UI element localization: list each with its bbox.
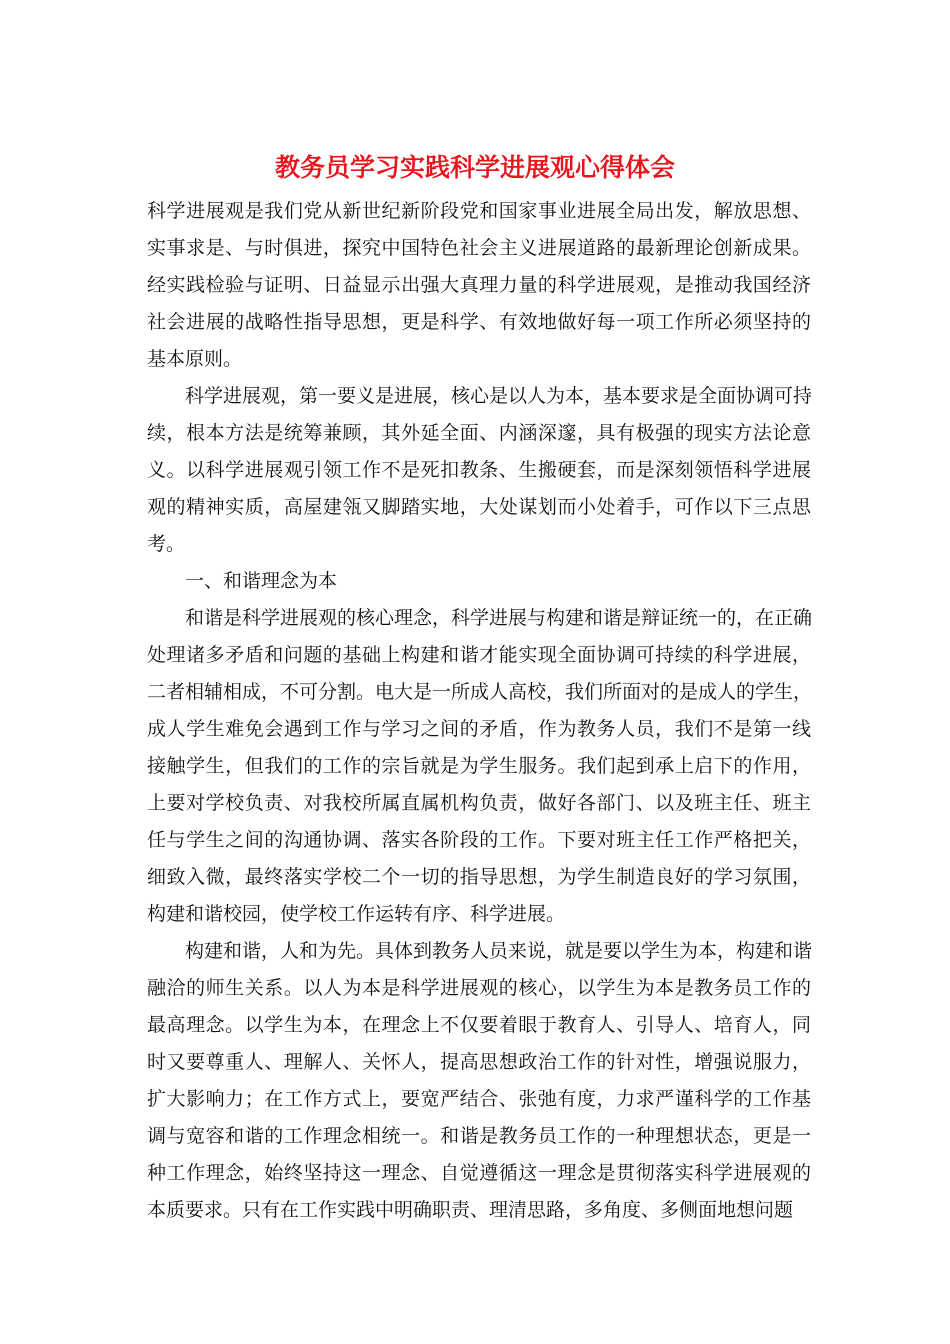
text-line: 科学进展观，第一要义是进展，核心是以人为本，基本要求是全面协调可持 [185,385,813,407]
paragraph [147,600,811,933]
text-line: 扩大影响力；在工作方式上，要宽严结合、张弛有度，力求严谨科学的工作基 [147,1088,811,1110]
text-line: 本质要求。只有在工作实践中明确职责、理清思路，多角度、多侧面地想问题 [147,1199,794,1221]
document-title: 教务员学习实践科学进展观心得体会 [274,153,675,182]
text-line: 科学进展观是我们党从新世纪新阶段党和国家事业进展全局出发，解放思想、 [147,200,811,222]
text-line: 基本原则。 [147,348,243,370]
document-body [147,193,811,1229]
text-line: 二者相辅相成，不可分割。电大是一所成人高校，我们所面对的是成人的学生， [147,681,813,703]
paragraph [147,378,811,563]
text-line: 种工作理念，始终坚持这一理念、自觉遵循这一理念是贯彻落实科学进展观的 [147,1162,811,1184]
text-line: 考。 [147,533,186,555]
text-line: 和谐是科学进展观的核心理念，科学进展与构建和谐是辩证统一的，在正确 [185,607,813,629]
paragraph [147,193,811,378]
text-line: 调与宽容和谐的工作理念相统一。和谐是教务员工作的一种理想状态，更是一 [147,1125,811,1147]
text-line: 处理诸多矛盾和问题的基础上构建和谐才能实现全面协调可持续的科学进展， [147,644,811,666]
text-line: 时又要尊重人、理解人、关怀人，提高思想政治工作的针对性，增强说服力， [147,1051,811,1073]
text-line: 任与学生之间的沟通协调、落实各阶段的工作。下要对班主任工作严格把关， [147,829,811,851]
text-line: 接触学生，但我们的工作的宗旨就是为学生服务。我们起到承上启下的作用， [147,755,811,777]
text-line: 构建和谐校园，使学校工作运转有序、科学进展。 [147,903,566,925]
paragraph [147,563,811,600]
text-line: 观的精神实质，高屋建瓴又脚踏实地，大处谋划而小处着手，可作以下三点思 [147,496,811,518]
text-line: 续，根本方法是统筹兼顾，其外延全面、内涵深邃，具有极强的现实方法论意 [147,422,811,444]
text-line: 义。以科学进展观引领工作不是死扣教条、生搬硬套，而是深刻领悟科学进展 [147,459,811,481]
text-line: 最高理念。以学生为本，在理念上不仅要着眼于教育人、引导人、培育人，同 [147,1014,811,1036]
text-line: 成人学生难免会遇到工作与学习之间的矛盾，作为教务人员，我们不是第一线 [147,718,811,740]
text-line: 上要对学校负责、对我校所属直属机构负责，做好各部门、以及班主任、班主 [147,792,811,814]
text-line: 实事求是、与时俱进，探究中国特色社会主义进展道路的最新理论创新成果。 [147,237,811,259]
text-line: 经实践检验与证明、日益显示出强大真理力量的科学进展观，是推动我国经济 [147,274,811,296]
text-line: 一、和谐理念为本 [185,570,338,592]
text-line: 社会进展的战略性指导思想，更是科学、有效地做好每一项工作所必须坚持的 [147,311,811,333]
paragraph [147,933,811,1229]
text-line: 构建和谐，人和为先。具体到教务人员来说，就是要以学生为本，构建和谐 [185,940,813,962]
text-line: 细致入微，最终落实学校二个一切的指导思想，为学生制造良好的学习氛围， [147,866,811,888]
text-line: 融洽的师生关系。以人为本是科学进展观的核心，以学生为本是教务员工作的 [147,977,811,999]
